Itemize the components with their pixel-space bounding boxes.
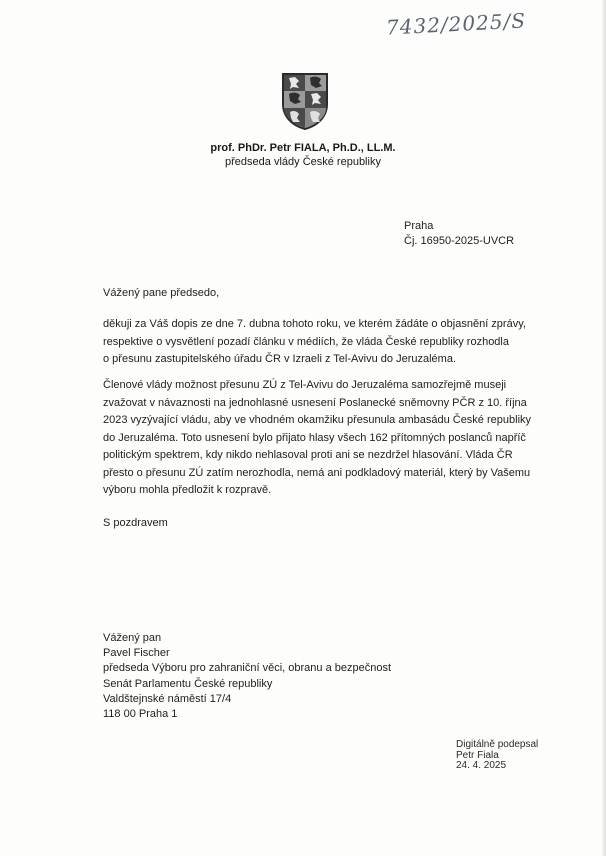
- address-line: Vážený pan: [103, 632, 162, 644]
- text-line: děkuji za Váš dopis ze dne 7. dubna tohoto roku, ve kterém žádáte o objasnění zprávy,: [103, 318, 526, 330]
- address-line: Senát Parlamentu České republiky: [103, 677, 273, 690]
- state-emblem-icon: [280, 72, 330, 130]
- text-line: zvažovat v návaznosti na jednohlasné usnesení Poslanecké sněmovny PČR z 10. října: [103, 396, 527, 409]
- recipient-address: [103, 631, 391, 722]
- text-line: výboru mohla předložit k rozpravě.: [103, 484, 272, 496]
- signature-name: Petr Fiala: [456, 749, 499, 761]
- address-line: Pavel Fischer: [103, 647, 170, 660]
- signature-date: 24. 4. 2025: [456, 760, 507, 771]
- text-line: politickým spektrem, kdy nikdo nehlasoval proti ani se nezdržel hlasování. Vláda ČR: [103, 449, 513, 461]
- place: Praha: [404, 220, 434, 232]
- text-line: Členové vlády možnost přesunu ZÚ z Tel-Avivu do Jeruzaléma samozřejmě museji: [103, 379, 507, 391]
- salutation: Vážený pane předsedo,: [103, 287, 220, 299]
- sender-role: předseda vlády České republiky: [225, 156, 381, 168]
- paragraph-1: [103, 316, 526, 369]
- text-line: respektive o vysvětlení pozadí článku v médiích, že vláda České republiky rozhodla: [103, 335, 509, 348]
- address-line: 118 00 Praha 1: [103, 708, 178, 721]
- text-line: přesto o přesunu ZÚ zatím nerozhodla, nemá ani podkladový materiál, který by Vašemu: [103, 466, 531, 479]
- digital-signature: [456, 740, 538, 772]
- address-line: předseda Výboru pro zahraniční věci, obranu a bezpečnost: [103, 662, 392, 675]
- paragraph-2: [103, 377, 531, 500]
- reference-number: Čj. 16950-2025-UVCR: [404, 235, 515, 247]
- page-edge-shadow: [601, 0, 606, 856]
- text-line: o přesunu zastupitelského úřadu ČR v Izraeli z Tel-Avivu do Jeruzaléma.: [103, 353, 456, 365]
- text-line: 2023 vyzývající vládu, aby ve vhodném okamžiku přesunula ambasádu České republiky: [103, 414, 532, 426]
- text-line: do Jeruzaléma. Toto usnesení bylo přijato hlasy všech 162 přítomných poslanců napříč: [103, 431, 526, 444]
- handwritten-reference-number: 7432/2025/S: [385, 8, 527, 40]
- closing: S pozdravem: [103, 517, 168, 529]
- sender-name: prof. PhDr. Petr FIALA, Ph.D., LL.M.: [210, 142, 396, 154]
- signature-label: Digitálně podepsal: [456, 739, 539, 750]
- address-line: Valdštejnské náměstí 17/4: [103, 692, 232, 705]
